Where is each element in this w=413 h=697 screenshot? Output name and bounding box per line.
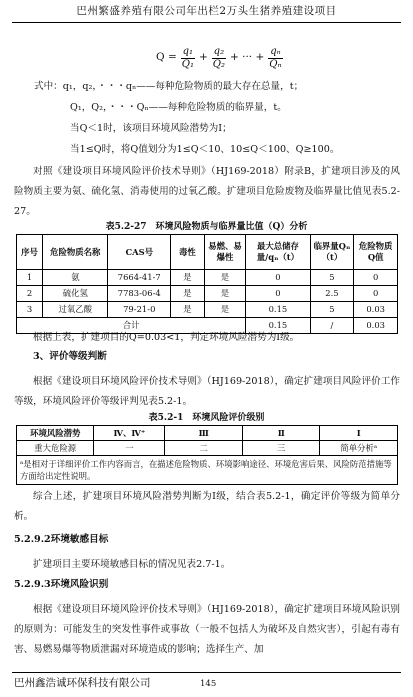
cell-toxicity: 是 [171, 270, 205, 286]
cell-grade-1: 一 [94, 441, 165, 456]
cell-toxicity: 是 [171, 286, 205, 302]
risk-level-table [16, 425, 398, 485]
table-header-row [17, 426, 398, 441]
cell-critical: 5 [310, 270, 354, 286]
cell-max-storage: 0.15 [246, 302, 310, 318]
paragraph-q-result: 根据上表，扩建项目的Q=0.03<1，判定环境风险潜势为Ⅰ级。 [33, 332, 300, 343]
cell-index: 1 [17, 270, 43, 286]
cell-critical: 5 [310, 302, 354, 318]
cell-substance: 过氧乙酸 [43, 302, 108, 318]
cell-critical: 2.5 [310, 286, 354, 302]
cell-index: 2 [17, 286, 43, 302]
formula-ellipsis: + ··· + [230, 51, 265, 64]
formula-term-2: $\frac{\text{q₂}}{\text{Q₂}}$ [212, 46, 225, 70]
footer-company: 巴州鑫浩诚环保科技有限公司 [14, 677, 151, 689]
cell-total-label: 合计 [17, 318, 246, 334]
definition-line-2: Q₁，Q₂，・・・Qₙ——每种危险物质的临界量，t。 [70, 102, 287, 113]
col-header-risk-potential: 环境风险潜势 [17, 426, 94, 441]
formula-term-1: $\frac{\text{q₁}}{\text{Q₁}}$ [181, 46, 194, 70]
paragraph-risk-identification: 根据《建设项目环境风险评价技术导则》（HJ169-2018），确定扩建项目环境风险识别的原则为：可能发生的突发性事件或事故（一般不包括人为破坏及自然灾害），引起有毒有害、易燃易爆等物质泄漏对环境造成的影响；选择生产、加 [14, 604, 400, 655]
cell-substance: 氨 [43, 270, 108, 286]
cell-row-label: 重大危险源 [17, 441, 94, 456]
page-number: 145 [200, 679, 217, 689]
formula-plus: + [198, 51, 208, 64]
paragraph-sensitive-targets: 扩建项目主要环境敏感目标的情况见表2.7-1。 [33, 559, 231, 570]
cell-total-critical: / [310, 318, 354, 334]
cell-max-storage: 0 [246, 286, 310, 302]
risk-substance-table [16, 234, 398, 334]
col-header-toxicity: 毒性 [171, 235, 205, 270]
cell-total-storage: 0.15 [246, 318, 310, 334]
col-header-max-storage: 最大总储存量/qₙ（t） [246, 235, 310, 270]
col-header-level-iv: Ⅳ、Ⅳ⁺ [94, 426, 165, 441]
paragraph-conclusion: 综合上述，扩建项目环境风险潜势判断为Ⅰ级，结合表5.2-1，确定评价等级为简单分析。 [14, 491, 400, 522]
definition-line-4: 当1≤Q时，将Q值划分为1≤Q＜10、10≤Q＜100、Q≥100。 [70, 144, 340, 155]
table-row [17, 270, 398, 286]
cell-q: 0 [354, 270, 398, 286]
col-header-cas: CAS号 [108, 235, 171, 270]
table-5-2-1-caption: 表5.2-1 环境风险评价级别 [148, 413, 265, 423]
col-header-index: 序号 [17, 235, 43, 270]
col-header-critical: 临界量Qₙ（t） [310, 235, 354, 270]
table-footnote: ᵃ是相对于详细评价工作内容而言，在描述危险物质、环境影响途径、环境危害后果、风险防范措施等方面给出定性说明。 [17, 456, 398, 485]
col-header-level-iii: Ⅲ [165, 426, 243, 441]
formula-lhs: Q = [156, 51, 177, 64]
page-header: 巴州繁盛养殖有限公司年出栏2万头生猪养殖建设项目 [76, 5, 337, 17]
cell-grade-3: 三 [242, 441, 319, 456]
risk-quotient-formula [156, 46, 284, 70]
col-header-flammability: 易燃、易爆性 [204, 235, 246, 270]
cell-index: 3 [17, 302, 43, 318]
definition-line-1: 式中：q₁，q₂，・・・qₙ——每种危险物质的最大存在总量，t； [34, 81, 304, 92]
cell-q: 0.03 [354, 302, 398, 318]
cell-cas: 7783-06-4 [108, 286, 171, 302]
definition-line-3: 当Q＜1时，该项目环境风险潜势为Ⅰ； [70, 123, 232, 134]
col-header-substance: 危险物质名称 [43, 235, 108, 270]
col-header-level-ii: Ⅱ [242, 426, 319, 441]
footer-rule [12, 672, 401, 673]
section-heading-5-2-9-3: 5.2.9.3环境风险识别 [14, 579, 109, 590]
cell-substance: 硫化氢 [43, 286, 108, 302]
col-header-q: 危险物质Q值 [354, 235, 398, 270]
table-header-row [17, 235, 398, 270]
table-row [17, 441, 398, 456]
cell-flammability: 是 [204, 270, 246, 286]
cell-cas: 7664-41-7 [108, 270, 171, 286]
table-row [17, 286, 398, 302]
table-5-2-27-caption: 表5.2-27 环境风险物质与临界量比值（Q）分析 [105, 222, 308, 232]
paragraph-appendix-b: 对照《建设项目环境风险评价技术导则》（HJ169-2018）附录B，扩建项目涉及的风险物质主要为氨、硫化氢、消毒使用的过氧乙酸。扩建项目危险废物及临界量比值见表5.2-27。 [14, 166, 400, 217]
table-row [17, 302, 398, 318]
cell-max-storage: 0 [246, 270, 310, 286]
cell-grade-2: 二 [165, 441, 243, 456]
cell-toxicity: 是 [171, 302, 205, 318]
col-header-level-i: Ⅰ [320, 426, 398, 441]
cell-q: 0 [354, 286, 398, 302]
cell-simple-analysis: 简单分析ᵃ [320, 441, 398, 456]
section-heading-5-2-9-2: 5.2.9.2环境敏感目标 [14, 534, 109, 545]
formula-term-n: $\frac{\text{qₙ}}{\text{Qₙ}}$ [269, 46, 282, 70]
paragraph-evaluation-basis: 根据《建设项目环境风险评价技术导则》（HJ169-2018），确定扩建项目风险评价工作等级，环境风险评价等级评判见表5.2-1。 [14, 376, 400, 407]
cell-flammability: 是 [204, 302, 246, 318]
section-heading-evaluation-level: 3、评价等级判断 [33, 351, 107, 362]
cell-total-q: 0.03 [354, 318, 398, 334]
cell-flammability: 是 [204, 286, 246, 302]
header-rule [12, 22, 401, 23]
cell-cas: 79-21-0 [108, 302, 171, 318]
table-note-row [17, 456, 398, 485]
